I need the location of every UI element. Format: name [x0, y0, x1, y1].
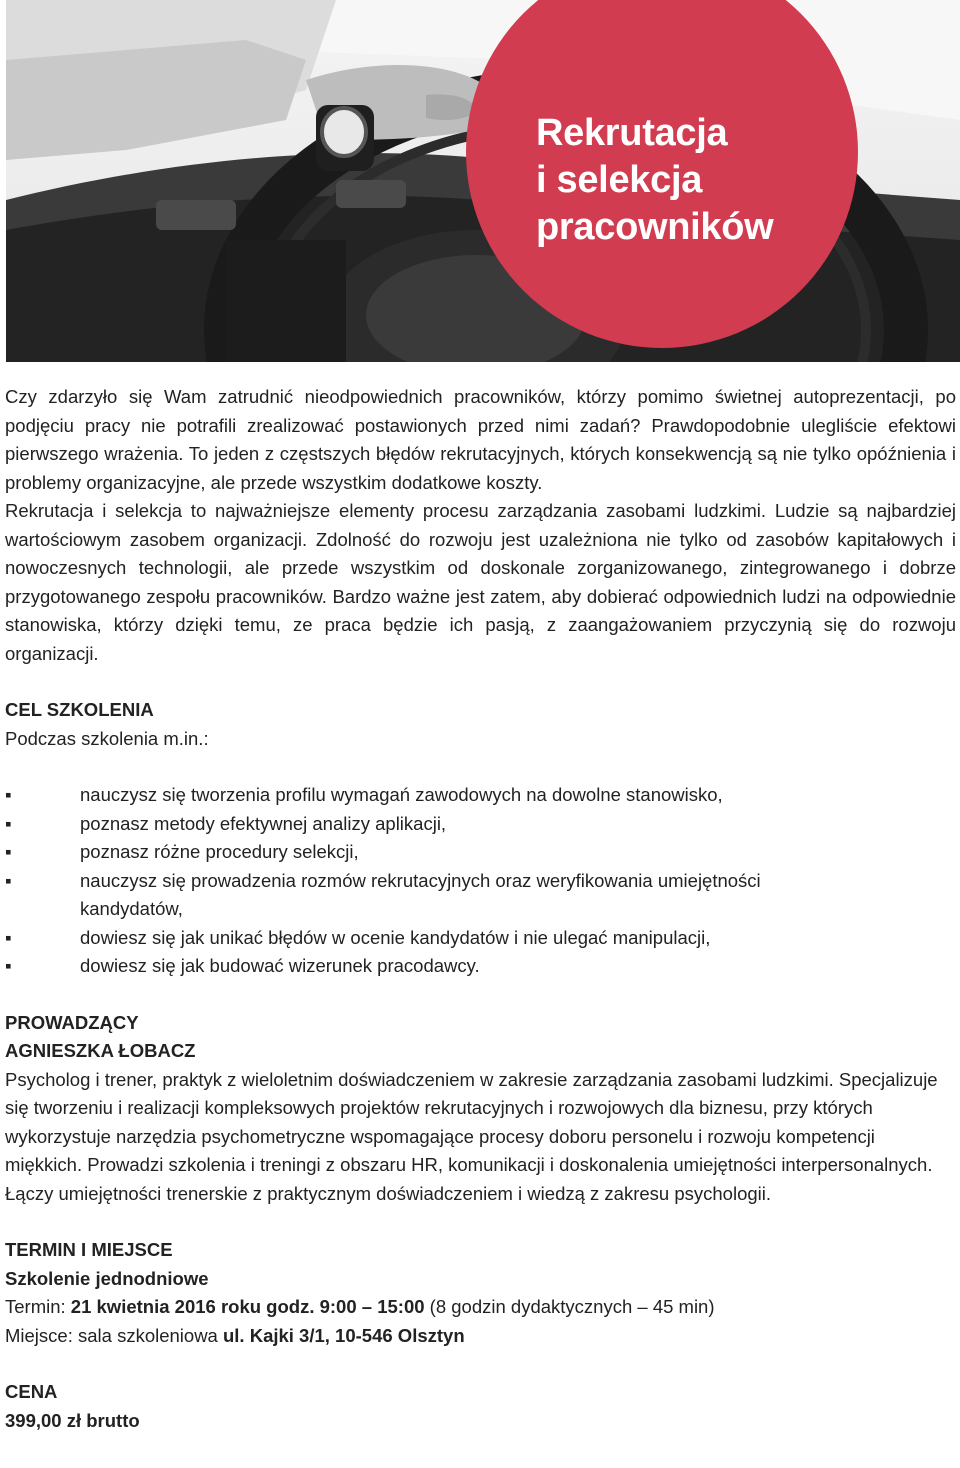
list-item — [5, 781, 956, 810]
place-value: ul. Kajki 3/1, 10-546 Olsztyn — [222, 1324, 465, 1346]
bullet-icon: ▪ — [5, 926, 12, 948]
price-value: 399,00 zł brutto — [5, 1409, 140, 1431]
bullet-icon: ▪ — [5, 869, 12, 891]
list-item — [5, 952, 956, 981]
date-value: 21 kwietnia 2016 roku godz. 9:00 – 15:00 — [70, 1296, 425, 1317]
date-label: Termin: — [5, 1296, 71, 1317]
goal-text: dowiesz się jak budować wizerunek pracodawcy. — [80, 955, 480, 976]
banner-title — [536, 110, 836, 251]
bullet-icon: ▪ — [5, 841, 12, 862]
list-item — [5, 810, 956, 839]
price-heading: CENA — [5, 1381, 58, 1402]
list-item — [5, 867, 956, 924]
trainer-heading: PROWADZĄCY — [5, 1011, 139, 1033]
banner-title-line-3: pracowników — [536, 206, 774, 248]
goals-subheading: Podczas szkolenia m.in.: — [5, 727, 209, 749]
goals-list — [5, 781, 956, 981]
place-label: Miejsce: sala szkoleniowa — [5, 1324, 223, 1346]
goal-text: nauczysz się prowadzenia rozmów rekrutacyjnych oraz weryfikowania umiejętności kandydatów, — [80, 869, 761, 919]
intro-paragraph-2: Rekrutacja i selekcja to najważniejsze elementy procesu zarządzania zasobami ludzkimi. Ludzie są najbardziej wartościowym zasobem organizacji. Zdolność do rozwoju jest uzależniona nie tylko od zasobów kapitałowych i nowoczesnych technologii, ale przede wszystkim od doskonale zorganizowanego, zintegrowanego i dobrze przygotowanego zespołu pracowników. Bardzo ważne jest zatem, aby dobierać odpowiednich ludzi na odpowiednie stanowiska, którzy dzięki temu, ze praca będzie ich pasją, z zaangażowaniem przyczynią się do rozwoju organizacji. — [5, 500, 956, 664]
goals-heading: CEL SZKOLENIA — [5, 699, 154, 720]
date-note: (8 godzin dydaktycznych – 45 min) — [424, 1296, 715, 1317]
banner-title-line-1: Rekrutacja — [536, 112, 728, 154]
bullet-icon: ▪ — [5, 784, 12, 805]
trainer-name: AGNIESZKA ŁOBACZ — [5, 1040, 196, 1061]
schedule-place — [5, 1322, 956, 1351]
list-item — [5, 838, 956, 867]
document-body — [5, 383, 956, 1435]
schedule-type: Szkolenie jednodniowe — [5, 1267, 209, 1289]
goal-text: dowiesz się jak unikać błędów w ocenie kandydatów i nie ulegać manipulacji, — [80, 926, 711, 948]
goal-text: poznasz różne procedury selekcji, — [80, 841, 359, 862]
bullet-icon: ▪ — [5, 955, 12, 976]
intro-paragraph-1: Czy zdarzyło się Wam zatrudnić nieodpowiednich pracowników, którzy pomimo świetnej autoprezentacji, po podjęciu pracy nie potrafili zrealizować postawionych przed nimi zadań? Prawdopodobnie ulegliście efektowi pierwszego wrażenia. To jeden z częstszych błędów rekrutacyjnych, których konsekwencją są nie tylko opóźnienia i problemy organizacyjne, ale przede wszystkim dodatkowe koszty. — [5, 386, 956, 493]
schedule-heading: TERMIN I MIEJSCE — [5, 1239, 173, 1260]
goal-text: poznasz metody efektywnej analizy aplikacji, — [80, 812, 447, 834]
list-item — [5, 924, 956, 953]
trainer-bio: Psycholog i trener, praktyk z wieloletnim doświadczeniem w zakresie zarządzania zasobami ludzkimi. Specjalizuje się tworzeniu i realizacji kompleksowych projektów rekrutacyjnych i rozwojowych dla biznesu, przy których wykorzystuje narzędzia psychometryczne wspomagające procesy doboru personelu i rozwoju kompetencji miękkich. Prowadzi szkolenia i treningi z obszaru HR, komunikacji i doskonalenia umiejętności interpersonalnych. Łączy umiejętności trenerskie z praktycznym doświadczeniem i wiedzą z zakresu psychologii. — [5, 1068, 938, 1204]
bullet-icon: ▪ — [5, 812, 12, 834]
hero-banner — [6, 0, 960, 362]
schedule-date — [5, 1293, 956, 1322]
goal-text: nauczysz się tworzenia profilu wymagań zawodowych na dowolne stanowisko, — [80, 784, 723, 805]
banner-title-line-2: i selekcja — [536, 159, 703, 201]
